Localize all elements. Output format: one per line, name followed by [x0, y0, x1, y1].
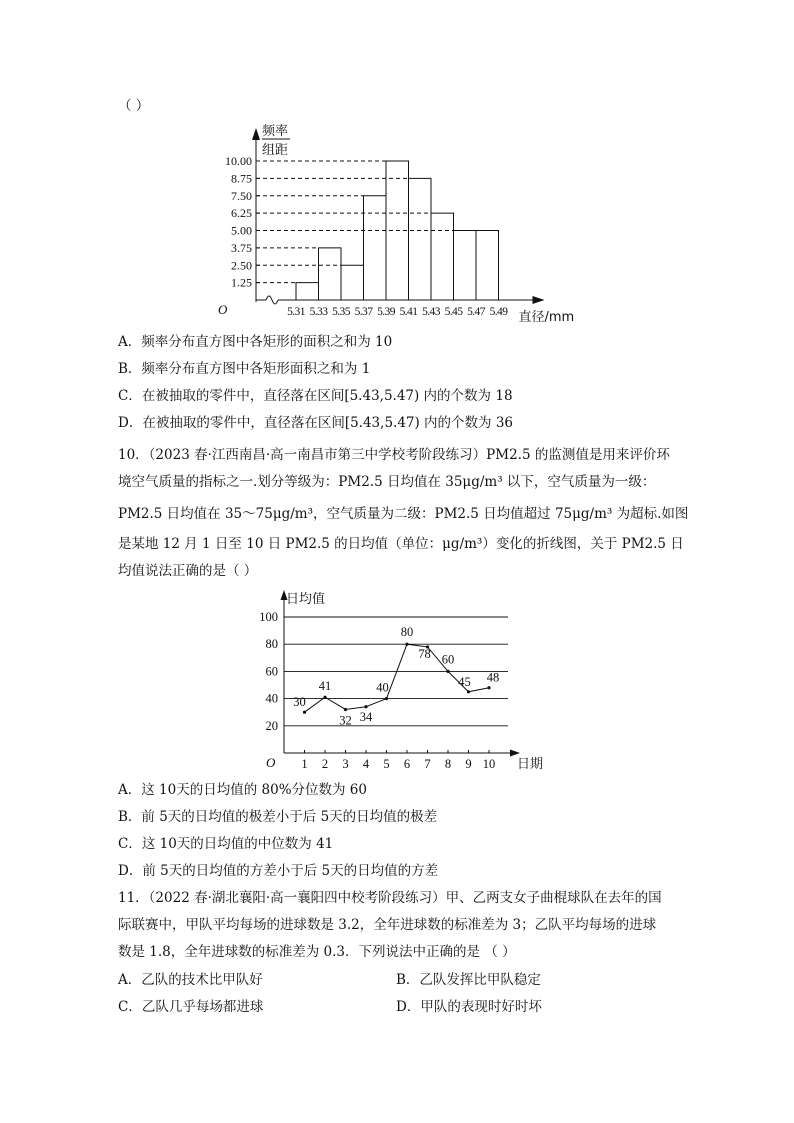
- line-x-tick-label: 2: [321, 757, 329, 771]
- hist-ylabel-bottom: 组距: [262, 143, 289, 158]
- hist-y-tick-label: 1.25: [231, 275, 252, 290]
- hist-y-tick-label: 5.00: [231, 223, 252, 238]
- line-x-tick-label: 3: [342, 757, 349, 771]
- line-x-tick-label: 7: [424, 757, 431, 771]
- q9-option-d: D．在被抽取的零件中，直径落在区间[5.43,5.47) 内的个数为 36: [118, 415, 514, 431]
- q11-stem-line-1: 11．（2022 春·湖北襄阳·高一襄阳四中校考阶段练习）甲、乙两支女子曲棍球队在去年的国: [118, 890, 662, 906]
- line-point-label: 40: [376, 680, 389, 695]
- q11-option-b: B．乙队发挥比甲队稳定: [396, 972, 541, 988]
- line-x-tick-label: 9: [465, 757, 472, 771]
- line-x-axis-arrow: [510, 750, 520, 757]
- q9-option-b: B．频率分布直方图中各矩形面积之和为 1: [118, 361, 371, 377]
- histogram-chart: [200, 118, 580, 330]
- q11-stem-line-3: 数是 1.8，全年进球数的标准差为 0.3．下列说法中正确的是 （ ）: [118, 944, 516, 960]
- line-y-label: 日均值: [286, 592, 326, 607]
- hist-x-axis-arrow: [533, 296, 545, 304]
- line-origin: O: [266, 755, 276, 770]
- q9-answer-paren: （ ）: [118, 98, 150, 114]
- line-point-label: 78: [418, 646, 431, 661]
- hist-x-tick-label: 5.45: [444, 306, 463, 318]
- hist-y-axis-arrow: [252, 128, 260, 140]
- q10-stem-line-3: PM2.5 日均值在 35～75μg/m³，空气质量为二级：PM2.5 日均值超过 75μg/m³ 为超标.如图: [118, 506, 689, 522]
- hist-y-tick-label: 6.25: [231, 206, 252, 221]
- line-point-label: 41: [318, 679, 332, 694]
- q10-option-d: D．前 5天的日均值的方差小于后 5天的日均值的方差: [118, 863, 439, 879]
- line-chart: [250, 586, 550, 776]
- hist-bar: [364, 196, 387, 300]
- line-point: [446, 670, 449, 673]
- line-point: [303, 711, 306, 714]
- hist-y-tick-label: 2.50: [231, 258, 252, 273]
- q10-option-a: A．这 10天的日均值的 80%分位数为 60: [118, 782, 367, 798]
- hist-x-tick-label: 5.31: [287, 306, 305, 318]
- q10-stem-line-1: 10．（2023 春·江西南昌·高一南昌市第三中学校考阶段练习）PM2.5 的监测值是用来评价环: [118, 447, 670, 463]
- line-x-label: 日期: [517, 757, 544, 772]
- line-y-tick-label: 80: [265, 637, 278, 652]
- hist-bar: [409, 178, 432, 300]
- line-point-label: 32: [339, 713, 352, 728]
- q10-option-c: C．这 10天的日均值的中位数为 41: [118, 836, 334, 852]
- q11-option-c: C．乙队几乎每场都进球: [118, 999, 264, 1015]
- q9-option-c: C．在被抽取的零件中，直径落在区间[5.43,5.47) 内的个数为 18: [118, 388, 513, 404]
- hist-bar: [296, 283, 319, 300]
- q11-option-d: D．甲队的表现时好时坏: [396, 999, 542, 1015]
- line-point: [344, 708, 347, 711]
- hist-x-tick-label: 5.39: [377, 306, 395, 318]
- line-x-tick-label: 6: [403, 757, 411, 771]
- q10-stem-line-2: 境空气质量的指标之一.划分等级为：PM2.5 日均值在 35μg/m³ 以下，空气质量为一级：: [118, 474, 656, 490]
- line-point: [364, 705, 367, 708]
- hist-y-tick-label: 8.75: [231, 171, 252, 186]
- line-point: [487, 686, 490, 689]
- q10-stem-line-4: 是某地 12 月 1 日至 10 日 PM2.5 的日均值（单位：μg/m³）变化的折线图，关于 PM2.5 日: [118, 536, 684, 552]
- line-point: [385, 697, 388, 700]
- q9-option-a: A．频率分布直方图中各矩形的面积之和为 10: [118, 334, 393, 350]
- hist-bar: [476, 231, 499, 301]
- q10-option-b: B．前 5天的日均值的极差小于后 5天的日均值的极差: [118, 809, 438, 825]
- line-x-tick-label: 1: [301, 757, 308, 771]
- line-y-tick-label: 20: [265, 718, 278, 733]
- line-point-label: 48: [486, 670, 500, 685]
- line-y-tick-label: 60: [265, 664, 278, 679]
- hist-bar: [454, 231, 477, 301]
- hist-x-tick-label: 5.37: [354, 306, 373, 318]
- q11-stem-line-2: 际联赛中，甲队平均每场的进球数是 3.2，全年进球数的标准差为 3；乙队平均每场的进球: [118, 917, 657, 933]
- hist-x-tick-label: 5.41: [399, 306, 418, 318]
- hist-x-tick-label: 5.47: [467, 306, 485, 318]
- hist-axis-break: [266, 296, 278, 304]
- hist-origin: O: [218, 302, 228, 317]
- q11-option-a: A．乙队的技术比甲队好: [118, 972, 263, 988]
- hist-bar: [319, 248, 342, 300]
- line-point-label: 60: [441, 652, 455, 667]
- line-point: [323, 696, 326, 699]
- line-x-tick-label: 4: [362, 757, 370, 771]
- hist-ylabel-top: 频率: [262, 124, 289, 139]
- line-y-tick-label: 40: [265, 691, 278, 706]
- hist-x-tick-label: 5.33: [309, 306, 328, 318]
- hist-x-tick-label: 5.35: [332, 306, 350, 318]
- line-point-label: 45: [458, 674, 471, 689]
- hist-y-tick-label: 7.50: [231, 188, 252, 203]
- hist-x-tick-label: 5.43: [422, 306, 440, 318]
- line-point-label: 30: [293, 695, 306, 710]
- line-point-label: 80: [400, 625, 414, 640]
- line-point: [467, 690, 470, 693]
- hist-x-tick-label: 5.49: [489, 306, 508, 318]
- line-y-tick-label: 100: [259, 610, 278, 624]
- hist-bar: [341, 265, 364, 300]
- line-x-tick-label: 5: [383, 757, 390, 771]
- q10-stem-line-5: 均值说法正确的是（ ）: [118, 563, 258, 579]
- hist-y-tick-label: 3.75: [231, 240, 252, 255]
- line-point: [405, 643, 408, 646]
- hist-x-label: 直径/mm: [518, 310, 575, 325]
- hist-y-tick-label: 10.00: [225, 154, 252, 168]
- hist-bar: [431, 213, 454, 300]
- line-point-label: 34: [359, 709, 373, 724]
- line-x-tick-label: 8: [444, 757, 452, 771]
- line-x-tick-label: 10: [482, 757, 496, 771]
